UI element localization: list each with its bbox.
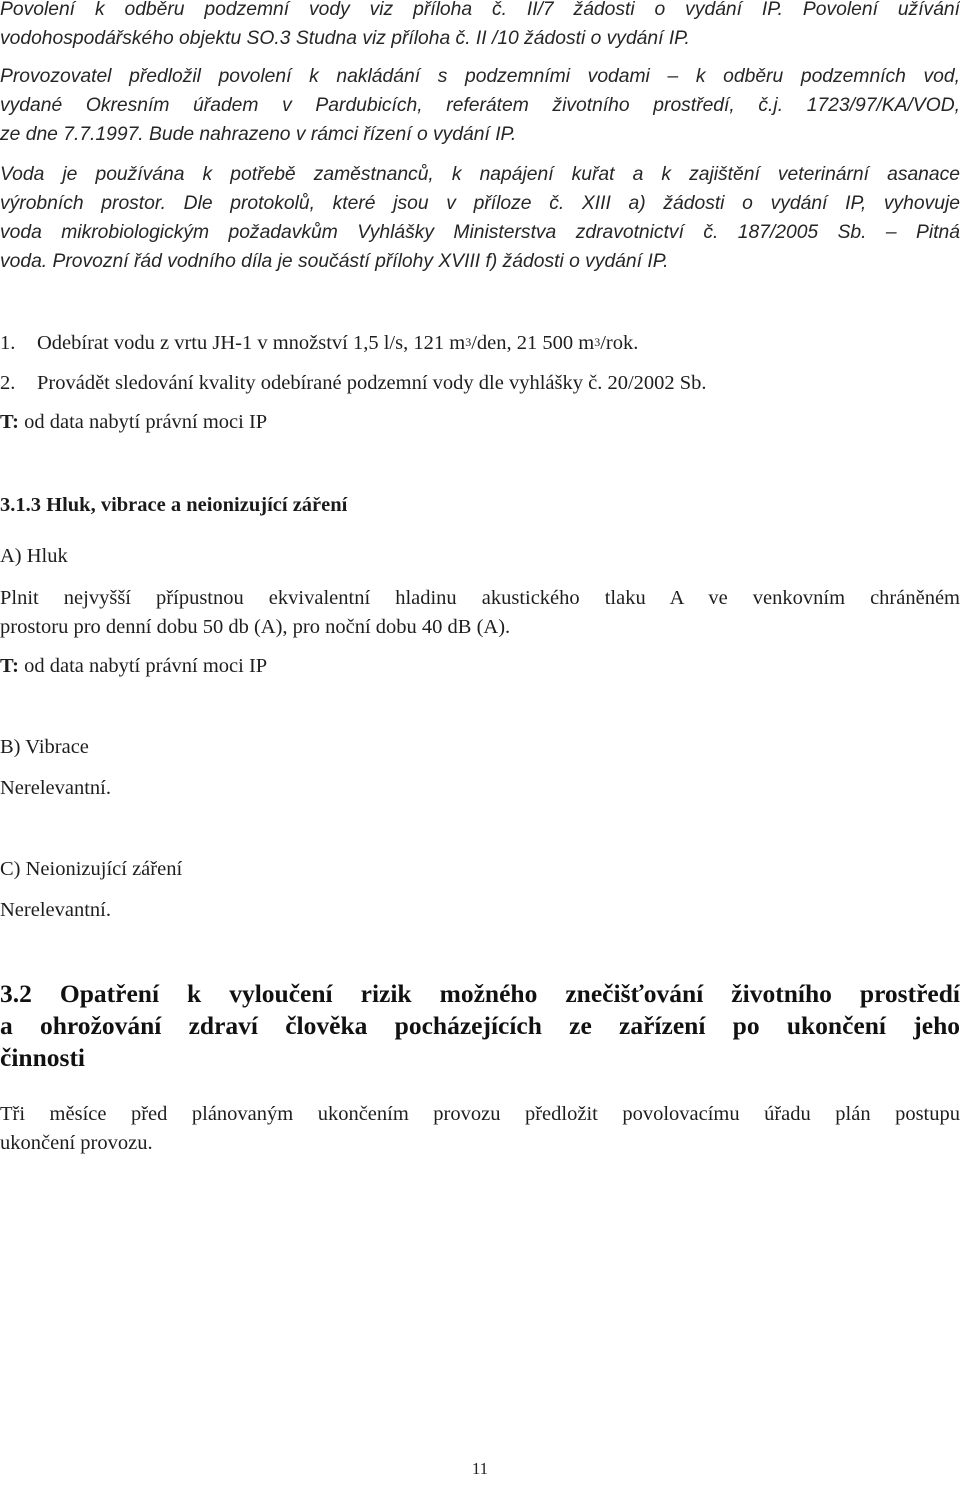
closure-paragraph (0, 1100, 960, 1158)
condition-text-a: Odebírat vodu z vrtu JH-1 v množství 1,5 l/s, 121 m (37, 332, 466, 354)
not-relevant-text: Nerelevantní. (0, 899, 111, 921)
page-number: 11 (471, 1459, 489, 1478)
permit-line-1: Povolení k odběru podzemní vody viz příloha č. II/7 žádosti o vydání IP. Povolení užívání (0, 0, 960, 20)
section-heading-32 (0, 978, 960, 1074)
operator-line-1: Provozovatel předložil povolení k nakládání s podzemními vodami – k odběru podzemních vod, (0, 66, 960, 87)
water-use-line-4: voda. Provozní řád vodního díla je součástí přílohy XVIII f) žádosti o vydání IP. (0, 251, 669, 272)
closure-line-1: Tři měsíce před plánovaným ukončením provozu předložit povolovacímu úřadu plán postupu (0, 1103, 960, 1125)
superscript: 3 (465, 335, 472, 349)
subsection-b-title (0, 733, 960, 762)
section-heading-line-3: činnosti (0, 1043, 86, 1072)
subsection-c-title (0, 855, 960, 884)
condition-item-1 (0, 329, 960, 358)
condition-text-b: /den, 21 500 m (471, 332, 595, 354)
water-use-line-1: Voda je používána k potřebě zaměstnanců, k napájení kuřat a k zajištění veterinární asanace (0, 164, 960, 185)
water-use-line-2: výrobních prostor. Dle protokolů, které jsou v příloze č. XIII a) žádosti o vydání IP, vyhovuje (0, 193, 960, 214)
section-heading-line-1: 3.2 Opatření k vyloučení rizik možného znečišťování životního prostředí (0, 979, 960, 1008)
operator-paragraph (0, 62, 960, 149)
noise-line-2: prostoru pro denní dobu 50 db (A), pro noční dobu 40 dB (A). (0, 616, 511, 638)
noise-paragraph (0, 584, 960, 642)
condition-number: 2. (0, 372, 16, 394)
term-label: T: (0, 655, 19, 677)
condition-text: Provádět sledování kvality odebírané podzemní vody dle vyhlášky č. 20/2002 Sb. (37, 372, 707, 394)
permit-paragraph (0, 0, 960, 53)
superscript: 3 (594, 335, 601, 349)
vibration-text (0, 774, 960, 803)
section-heading-text: 3.1.3 Hluk, vibrace a neionizující záření (0, 494, 348, 516)
water-use-paragraph (0, 160, 960, 276)
noise-term-line (0, 652, 960, 681)
term-label: T: (0, 411, 19, 433)
permit-line-2: vodohospodářského objektu SO.3 Studna viz příloha č. II /10 žádosti o vydání IP. (0, 28, 690, 49)
section-heading-313 (0, 491, 960, 520)
condition-text-c: /rok. (600, 332, 639, 354)
subsection-a-title (0, 542, 960, 571)
water-use-line-3: voda mikrobiologickým požadavkům Vyhlášky Ministerstva zdravotnictví č. 187/2005 Sb. – Pitná (0, 222, 960, 243)
subsection-title-text: C) Neionizující záření (0, 858, 183, 880)
term-text: od data nabytí právní moci IP (18, 411, 268, 433)
condition-item-2 (0, 369, 960, 398)
closure-line-2: ukončení provozu. (0, 1132, 153, 1154)
subsection-title-text: A) Hluk (0, 545, 68, 567)
operator-line-2: vydané Okresním úřadem v Pardubicích, referátem životního prostředí, č.j. 1723/97/KA/VOD, (0, 95, 960, 116)
condition-number: 1. (0, 332, 16, 354)
noise-line-1: Plnit nejvyšší přípustnou ekvivalentní hladinu akustického tlaku A ve venkovním chráněném (0, 587, 960, 609)
subsection-title-text: B) Vibrace (0, 736, 89, 758)
section-heading-line-2: a ohrožování zdraví člověka pocházejících ze zařízení po ukončení jeho (0, 1011, 960, 1040)
term-line (0, 408, 960, 437)
not-relevant-text: Nerelevantní. (0, 777, 111, 799)
operator-line-3: ze dne 7.7.1997. Bude nahrazeno v rámci řízení o vydání IP. (0, 124, 517, 145)
term-text: od data nabytí právní moci IP (18, 655, 268, 677)
radiation-text (0, 896, 960, 925)
